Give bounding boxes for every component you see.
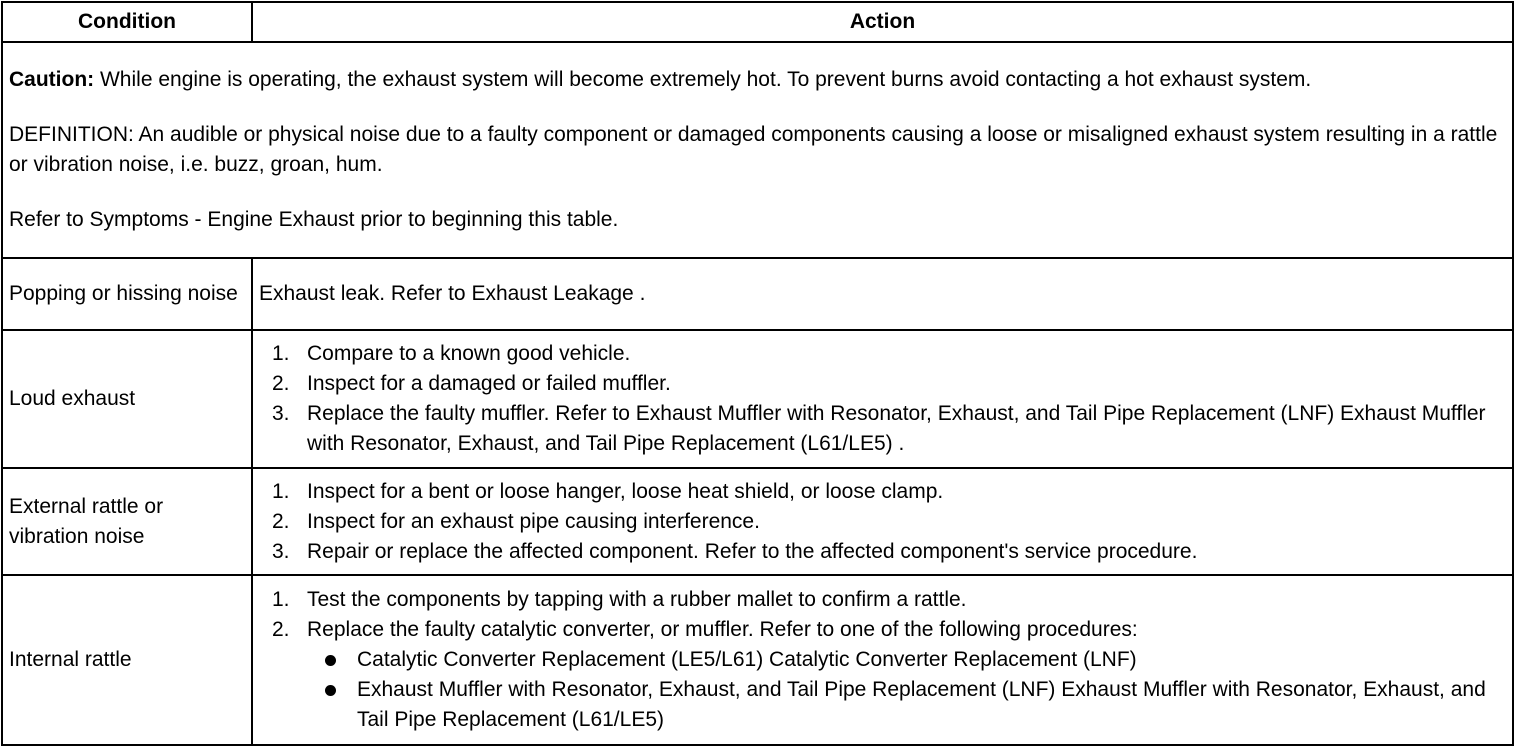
list-item [259, 537, 1506, 567]
action-cell: Exhaust leak. Refer to Exhaust Leakage . [252, 258, 1513, 330]
action-cell [252, 330, 1513, 468]
list-item [259, 339, 1506, 369]
definition-note: DEFINITION: An audible or physical noise due to a faulty component or damaged components causing a loose or misaligned exhaust system resulting in a rattle or vibration noise, i.e. buzz, groan, hum. [9, 123, 1498, 176]
list-item [259, 399, 1506, 459]
condition-cell: Internal rattle [2, 575, 252, 745]
caution-note [9, 65, 1506, 95]
step-number: 2. [272, 372, 290, 395]
notes-row [2, 42, 1513, 258]
step-number: 2. [272, 618, 290, 641]
list-item [259, 645, 1506, 675]
step-text: Replace the faulty muffler. Refer to Exhaust Muffler with Resonator, Exhaust, and Tail Pipe Replacement (LNF) Exhaust Muffler with Resonator, Exhaust, and Tail Pipe Replacement (L61/LE5) . [307, 402, 1486, 455]
procedure-list [259, 645, 1506, 735]
table-row [2, 468, 1513, 575]
step-text: Compare to a known good vehicle. [307, 342, 631, 365]
list-item [259, 369, 1506, 399]
list-item [259, 507, 1506, 537]
procedure-text: Catalytic Converter Replacement (LE5/L61) Catalytic Converter Replacement (LNF) [357, 648, 1137, 671]
caution-text: While engine is operating, the exhaust system will become extremely hot. To prevent burns avoid contacting a hot exhaust system. [94, 68, 1312, 91]
step-number: 1. [272, 342, 290, 365]
bullet-icon [325, 685, 336, 696]
notes-cell [2, 42, 1513, 258]
action-cell [252, 575, 1513, 745]
list-item [259, 585, 1506, 615]
bullet-icon [325, 655, 336, 666]
table-row [2, 330, 1513, 468]
step-text: Inspect for an exhaust pipe causing interference. [307, 509, 760, 533]
table-row [2, 575, 1513, 745]
step-number: 3. [272, 539, 290, 563]
table-header-row [2, 2, 1513, 42]
list-item [259, 477, 1506, 507]
list-item [259, 615, 1506, 645]
list-item [259, 675, 1506, 735]
step-text: Repair or replace the affected component. Refer to the affected component's service procedure. [307, 539, 1198, 563]
diagnostic-table [1, 1, 1514, 746]
step-number: 1. [272, 588, 290, 611]
condition-cell: Popping or hissing noise [2, 258, 252, 330]
header-condition: Condition [2, 2, 252, 42]
refer-note: Refer to Symptoms - Engine Exhaust prior to beginning this table. [9, 208, 619, 231]
condition-cell: External rattle or vibration noise [2, 468, 252, 575]
table-row [2, 258, 1513, 330]
caution-label: Caution: [9, 68, 95, 91]
step-list [259, 585, 1506, 645]
step-text: Test the components by tapping with a rubber mallet to confirm a rattle. [307, 588, 967, 611]
procedure-text: Exhaust Muffler with Resonator, Exhaust, and Tail Pipe Replacement (LNF) Exhaust Muffler with Resonator, Exhaust, and Tail Pipe Replacement (L61/LE5) [357, 678, 1486, 731]
step-number: 1. [272, 479, 290, 503]
step-text: Inspect for a bent or loose hanger, loose heat shield, or loose clamp. [307, 479, 944, 503]
step-number: 3. [272, 402, 290, 425]
step-list [259, 339, 1506, 459]
step-text: Replace the faulty catalytic converter, or muffler. Refer to one of the following procedures: [307, 618, 1138, 641]
action-cell [252, 468, 1513, 575]
step-list [259, 477, 1506, 567]
step-text: Inspect for a damaged or failed muffler. [307, 372, 671, 395]
step-number: 2. [272, 509, 290, 533]
header-action: Action [252, 2, 1513, 42]
condition-cell: Loud exhaust [2, 330, 252, 468]
